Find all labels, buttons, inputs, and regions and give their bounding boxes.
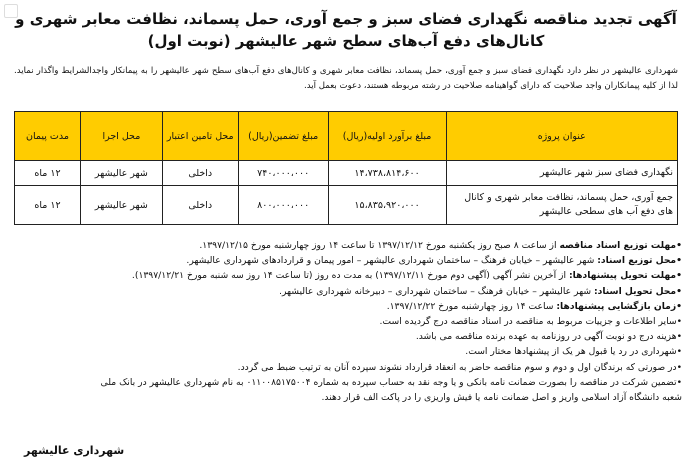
details-list bbox=[14, 238, 682, 405]
estimate-cell: ۱۴،۷۳۸،۸۱۴،۶۰۰ bbox=[328, 161, 446, 186]
detail-text: شهر عالیشهر – خیابان فرهنگ – ساختمان شهرداری – دبیرخانه شهرداری عالیشهر. bbox=[279, 285, 594, 297]
detail-item bbox=[14, 390, 682, 405]
detail-item bbox=[14, 375, 682, 390]
table-row bbox=[15, 161, 678, 186]
table-header-row bbox=[15, 112, 678, 161]
table-row bbox=[15, 186, 678, 225]
detail-text: از آخرین نشر آگهی (آگهی دوم مورخ ۱۳۹۷/۱۲/۱۱) به مدت ده روز (تا ساعت ۱۴ روز سه شنبه مورخ ۱۳۹۷/۱۲/۲۱). bbox=[131, 270, 569, 282]
project-title-cell: جمع آوری، حمل پسماند، نظافت معابر شهری و کانال های دفع آب های سطحی عالیشهر bbox=[446, 186, 678, 225]
detail-text: •هزینه درج دو نوبت آگهی در روزنامه به عهده برنده مناقصه می باشد. bbox=[415, 331, 682, 343]
detail-label: •مهلت توزیع اسناد مناقصه bbox=[559, 240, 682, 251]
detail-label: •محل توزیع اسناد: bbox=[597, 255, 682, 267]
duration-cell: ۱۲ ماه bbox=[15, 186, 81, 225]
header-guarantee: مبلغ تضمین(ریال) bbox=[238, 112, 328, 161]
detail-item bbox=[14, 238, 682, 253]
guarantee-cell: ۷۴۰،۰۰۰،۰۰۰ bbox=[238, 161, 328, 186]
detail-label: •زمان بازگشایی پیشنهادها: bbox=[556, 300, 682, 312]
detail-label: •مهلت تحویل پیشنهادها: bbox=[568, 270, 682, 282]
detail-text: •شهرداری در رد یا قبول هر یک از پیشنهادها مختار است. bbox=[465, 346, 682, 358]
notice-title bbox=[0, 8, 692, 52]
duration-cell: ۱۲ ماه bbox=[15, 161, 81, 186]
detail-label: •محل تحویل اسناد: bbox=[593, 285, 682, 297]
title-line-2: کانال‌های دفع آب‌های سطح شهر عالیشهر (نوبت اول) bbox=[147, 32, 545, 50]
title-line-1: آگهی تجدید مناقصه نگهداری فضای سبز و جمع آوری، حمل پسماند، نظافت معابر شهری و bbox=[15, 10, 677, 28]
guarantee-cell: ۸۰۰،۰۰۰،۰۰۰ bbox=[238, 186, 328, 225]
location-cell: شهر عالیشهر bbox=[80, 186, 162, 225]
detail-item bbox=[14, 329, 682, 344]
detail-item bbox=[14, 268, 682, 283]
detail-item bbox=[14, 299, 682, 314]
estimate-cell: ۱۵،۸۳۵،۹۲۰،۰۰۰ bbox=[328, 186, 446, 225]
detail-text: •سایر اطلاعات و جزییات مربوط به مناقصه در اسناد مناقصه درج گردیده است. bbox=[379, 316, 682, 328]
detail-item bbox=[14, 360, 682, 375]
detail-text: شهر عالیشهر – خیابان فرهنگ – ساختمان شهرداری عالیشهر – امور پیمان و قراردادهای شهرداری عالیشهر. bbox=[186, 255, 598, 267]
detail-item bbox=[14, 314, 682, 329]
funding-cell: داخلی bbox=[162, 161, 238, 186]
detail-text: •در صورتی که برندگان اول و دوم و سوم مناقصه حاضر به انعقاد قرارداد نشوند سپرده آنان به ترتیب ضبط می گردد. bbox=[237, 361, 682, 373]
detail-item bbox=[14, 284, 682, 299]
detail-text: •تضمین شرکت در مناقصه را بصورت ضمانت نامه بانکی و یا وجه نقد به حساب سپرده به شماره ۰۱۱۰۰۸۵۱۷۵۰۰۴ به نام شهرداری عالیشهر در بانک ملی bbox=[100, 376, 682, 388]
header-estimate: مبلغ برآورد اولیه(ریال) bbox=[328, 112, 446, 161]
detail-item bbox=[14, 253, 682, 268]
header-funding: محل تامین اعتبار bbox=[162, 112, 238, 161]
location-cell: شهر عالیشهر bbox=[80, 161, 162, 186]
footer-signature: شهرداری عالیشهر bbox=[24, 444, 125, 457]
funding-cell: داخلی bbox=[162, 186, 238, 225]
detail-text: شعبه دانشگاه آزاد اسلامی واریز و اصل ضمانت نامه یا فیش واریزی را در پاکت الف قرار دهند. bbox=[321, 392, 682, 404]
detail-text: ساعت ۱۴ روز چهارشنبه مورخ ۱۳۹۷/۱۲/۲۲. bbox=[386, 300, 557, 312]
project-title-cell: نگهداری فضای سبز شهر عالیشهر bbox=[446, 161, 678, 186]
header-duration: مدت پیمان bbox=[15, 112, 81, 161]
tender-table bbox=[14, 111, 678, 225]
detail-item bbox=[14, 344, 682, 359]
detail-text: از ساعت ۸ صبح روز یکشنبه مورخ ۱۳۹۷/۱۲/۱۲ تا ساعت ۱۴ روز چهارشنبه مورخ ۱۳۹۷/۱۲/۱۵. bbox=[199, 240, 560, 251]
header-location: محل اجرا bbox=[80, 112, 162, 161]
header-project-title: عنوان پروژه bbox=[446, 112, 678, 161]
intro-paragraph: شهرداری عالیشهر در نظر دارد نگهداری فضای سبز و جمع آوری، حمل پسماند، نظافت معابر شهری و کانال‌های دفع آب‌های سطح شهر عالیشهر را به پیمانکار واجد‌الشرایط واگذار نماید. لذا از کلیه پیمانکاران واجد صلاحیت که دارای گواهینامه صلاحیت در رشته مربوطه هستند، دعوت بعمل آید. bbox=[14, 66, 678, 91]
